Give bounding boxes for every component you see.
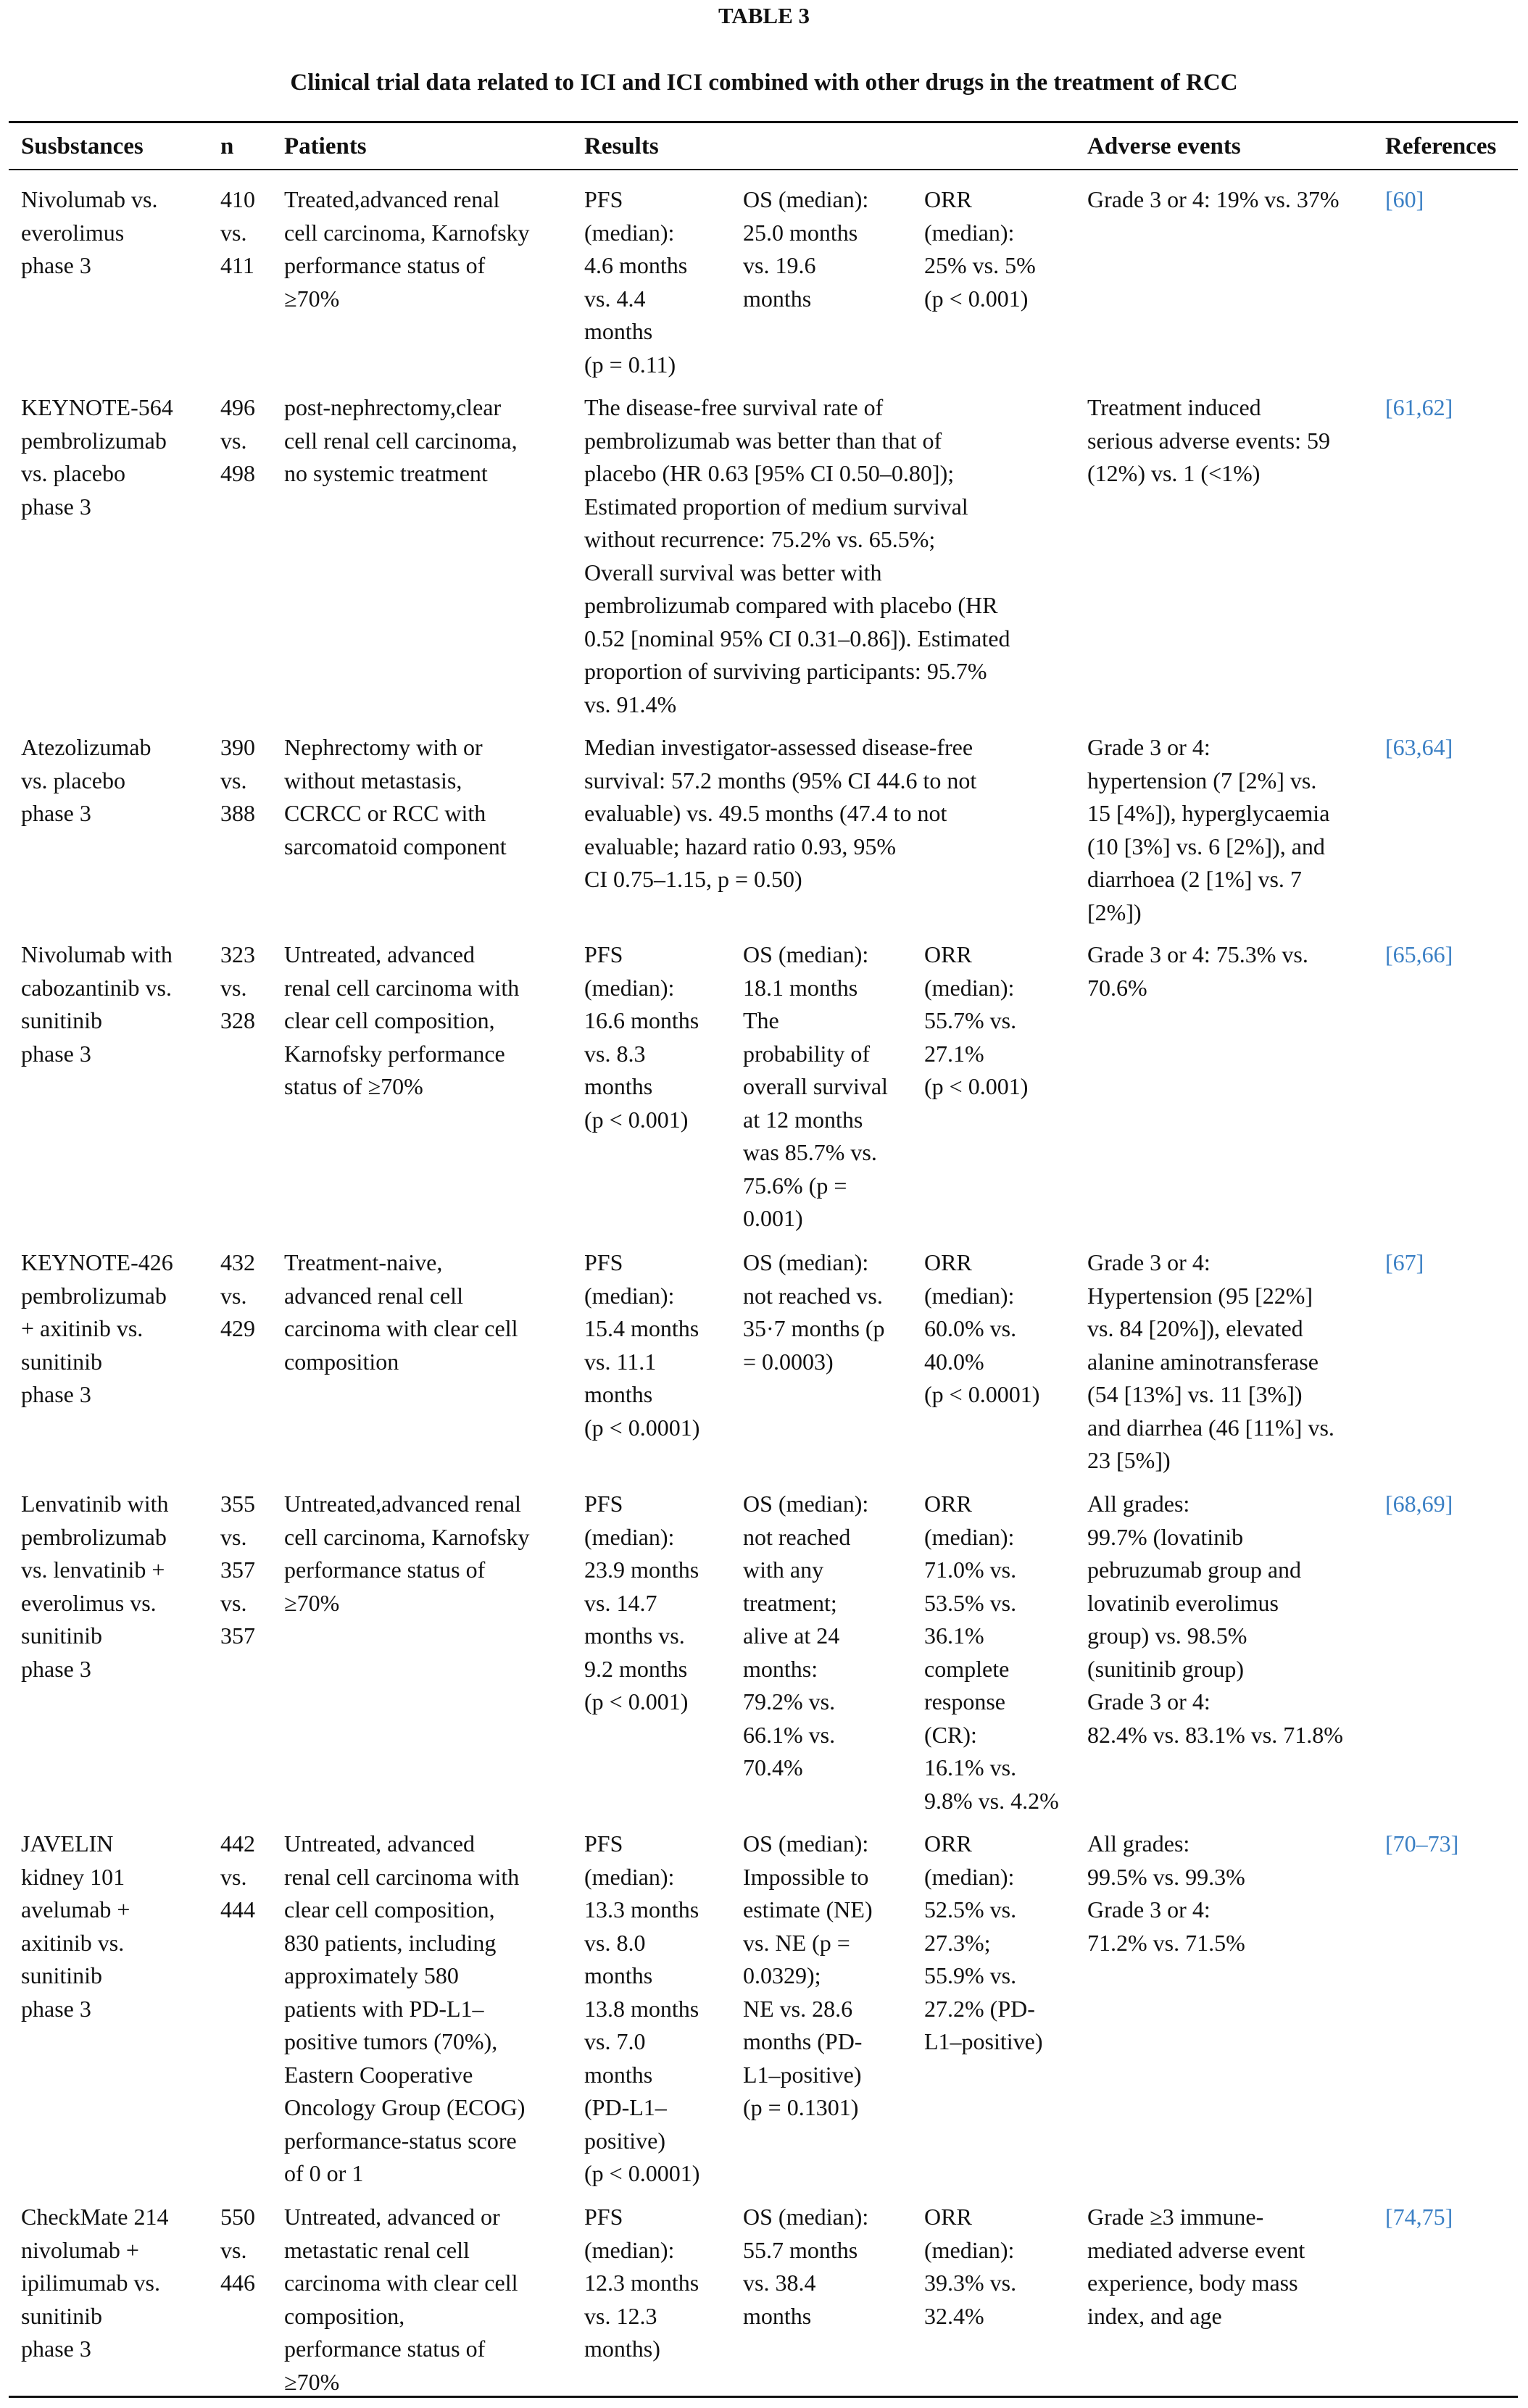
header-rule (9, 169, 1518, 170)
cell-substances: Nivolumab vs. everolimus phase 3 (21, 186, 158, 278)
table-title: Clinical trial data related to ICI and ICI combined with other drugs in the treatment of RCC (290, 70, 1238, 96)
cell-n: 355 vs. 357 vs. 357 (220, 1491, 255, 1649)
reference-link[interactable]: [70–73] (1385, 1830, 1459, 1857)
cell-results-pfs: PFS (median): 13.3 months vs. 8.0 months 13.8 months vs. 7.0 months (PD-L1– positive) (p < 0.0001) (584, 1830, 700, 2186)
column-header-adverse-events: Adverse events (1087, 133, 1241, 159)
cell-adverse-events: Treatment induced serious adverse events: 59 (12%) vs. 1 (<1%) (1087, 394, 1331, 486)
cell-patients: Untreated, advanced renal cell carcinoma with clear cell composition, Karnofsky performance status of ≥70% (284, 941, 520, 1099)
cell-results-orr: ORR (median): 71.0% vs. 53.5% vs. 36.1% complete response (CR): 16.1% vs. 9.8% vs. 4.2% (924, 1491, 1059, 1814)
cell-adverse-events: Grade ≥3 immune- mediated adverse event experience, body mass index, and age (1087, 2204, 1305, 2329)
cell-n: 550 vs. 446 (220, 2204, 255, 2296)
bottom-rule (9, 2396, 1518, 2398)
cell-adverse-events: All grades: 99.5% vs. 99.3% Grade 3 or 4: 71.2% vs. 71.5% (1087, 1830, 1245, 1956)
cell-substances: JAVELIN kidney 101 avelumab + axitinib vs. sunitinib phase 3 (21, 1830, 130, 2022)
cell-substances: Lenvatinib with pembrolizumab vs. lenvatinib + everolimus vs. sunitinib phase 3 (21, 1491, 169, 1682)
cell-results-pfs: PFS (median): 16.6 months vs. 8.3 months (p < 0.001) (584, 941, 699, 1133)
reference-link[interactable]: [74,75] (1385, 2204, 1453, 2230)
cell-patients: Untreated,advanced renal cell carcinoma, Karnofsky performance status of ≥70% (284, 1491, 530, 1616)
cell-adverse-events: Grade 3 or 4: hypertension (7 [2%] vs. 15 [4%]), hyperglycaemia (10 [3%] vs. 6 [2%]), and diarrhoea (2 [1%] vs. 7 [2%]) (1087, 734, 1330, 925)
reference-link[interactable]: [68,69] (1385, 1491, 1453, 1517)
cell-patients: Untreated, advanced renal cell carcinoma with clear cell composition, 830 patients, including approximately 580 patients with PD-L1– positive tumors (70%), Eastern Cooperative Oncology Group (ECOG) performance-status score of 0 or 1 (284, 1830, 526, 2186)
reference-link[interactable]: [60] (1385, 186, 1424, 212)
cell-results-orr: ORR (median): 39.3% vs. 32.4% (924, 2204, 1017, 2329)
column-header-references: References (1385, 133, 1497, 159)
cell-adverse-events: All grades: 99.7% (lovatinib pebruzumab group and lovatinib everolimus group) vs. 98.5% (sunitinib group) Grade 3 or 4: 82.4% vs. 83.1% vs. 71.8% (1087, 1491, 1343, 1748)
cell-results-orr: ORR (median): 52.5% vs. 27.3%; 55.9% vs. 27.2% (PD- L1–positive) (924, 1830, 1043, 2054)
cell-results-os: OS (median): not reached with any treatment; alive at 24 months: 79.2% vs. 66.1% vs. 70.4% (743, 1491, 869, 1780)
cell-results-os: OS (median): 25.0 months vs. 19.6 months (743, 186, 869, 312)
cell-n: 432 vs. 429 (220, 1249, 255, 1341)
cell-adverse-events: Grade 3 or 4: Hypertension (95 [22%] vs. 84 [20%]), elevated alanine aminotransferase (54 [13%] vs. 11 [3%]) and diarrhea (46 [11%] vs. 23 [5%]) (1087, 1249, 1334, 1473)
cell-results-pfs: PFS (median): 12.3 months vs. 12.3 months) (584, 2204, 699, 2362)
column-header-substances: Susbstances (21, 133, 144, 159)
reference-link[interactable]: [63,64] (1385, 734, 1453, 760)
cell-patients: Untreated, advanced or metastatic renal cell carcinoma with clear cell composition, performance status of ≥70% (284, 2204, 518, 2395)
cell-results-pfs: PFS (median): 15.4 months vs. 11.1 months (p < 0.0001) (584, 1249, 700, 1441)
cell-substances: KEYNOTE-426 pembrolizumab + axitinib vs. sunitinib phase 3 (21, 1249, 173, 1407)
cell-substances: CheckMate 214 nivolumab + ipilimumab vs. sunitinib phase 3 (21, 2204, 169, 2362)
cell-results-os: OS (median): not reached vs. 35·7 months (p = 0.0003) (743, 1249, 885, 1375)
reference-link[interactable]: [61,62] (1385, 394, 1453, 420)
cell-n: 442 vs. 444 (220, 1830, 255, 1922)
reference-link[interactable]: [67] (1385, 1249, 1424, 1275)
cell-results-orr: ORR (median): 60.0% vs. 40.0% (p < 0.0001) (924, 1249, 1040, 1407)
cell-n: 496 vs. 498 (220, 394, 255, 486)
cell-adverse-events: Grade 3 or 4: 75.3% vs. 70.6% (1087, 941, 1308, 1001)
cell-patients: Treated,advanced renal cell carcinoma, Karnofsky performance status of ≥70% (284, 186, 530, 312)
cell-substances: KEYNOTE-564 pembrolizumab vs. placebo phase 3 (21, 394, 173, 520)
cell-results-os: OS (median): 55.7 months vs. 38.4 months (743, 2204, 869, 2329)
cell-substances: Atezolizumab vs. placebo phase 3 (21, 734, 151, 826)
reference-link[interactable]: [65,66] (1385, 941, 1453, 967)
cell-results: The disease-free survival rate of pembrolizumab was better than that of placebo (HR 0.63 [95% CI 0.50–0.80]); Estimated proportion of medium survival without recurrence: 75.2% vs. 65.5%; Overall survival was better with pembrolizumab compared with placebo (HR 0.52 [nominal 95% CI 0.31–0.86]). Estimated proportion of surviving participants: 95.7% vs. 91.4% (584, 394, 1010, 717)
cell-results-pfs: PFS (median): 4.6 months vs. 4.4 months (p = 0.11) (584, 186, 688, 378)
cell-patients: Nephrectomy with or without metastasis, CCRCC or RCC with sarcomatoid component (284, 734, 507, 859)
cell-results-os: OS (median): Impossible to estimate (NE) vs. NE (p = 0.0329); NE vs. 28.6 months (PD- L1–positive) (p = 0.1301) (743, 1830, 873, 2120)
cell-results-pfs: PFS (median): 23.9 months vs. 14.7 months vs. 9.2 months (p < 0.001) (584, 1491, 699, 1715)
cell-substances: Nivolumab with cabozantinib vs. sunitinib phase 3 (21, 941, 173, 1067)
cell-results-os: OS (median): 18.1 months The probability of overall survival at 12 months was 85.7% vs. 75.6% (p = 0.001) (743, 941, 888, 1231)
cell-patients: Treatment-naive, advanced renal cell carcinoma with clear cell composition (284, 1249, 518, 1375)
cell-n: 323 vs. 328 (220, 941, 255, 1033)
top-rule (9, 121, 1518, 123)
table-label: TABLE 3 (718, 3, 810, 28)
column-header-results: Results (584, 133, 659, 159)
cell-patients: post-nephrectomy,clear cell renal cell carcinoma, no systemic treatment (284, 394, 518, 486)
cell-results-orr: ORR (median): 25% vs. 5% (p < 0.001) (924, 186, 1036, 312)
cell-results-orr: ORR (median): 55.7% vs. 27.1% (p < 0.001) (924, 941, 1029, 1099)
column-header-n: n (220, 133, 234, 159)
cell-results: Median investigator-assessed disease-free survival: 57.2 months (95% CI 44.6 to not evaluable) vs. 49.5 months (47.4 to not evaluable; hazard ratio 0.93, 95% CI 0.75–1.15, p = 0.50) (584, 734, 977, 892)
cell-n: 410 vs. 411 (220, 186, 255, 278)
column-header-patients: Patients (284, 133, 367, 159)
cell-n: 390 vs. 388 (220, 734, 255, 826)
cell-adverse-events: Grade 3 or 4: 19% vs. 37% (1087, 186, 1340, 212)
